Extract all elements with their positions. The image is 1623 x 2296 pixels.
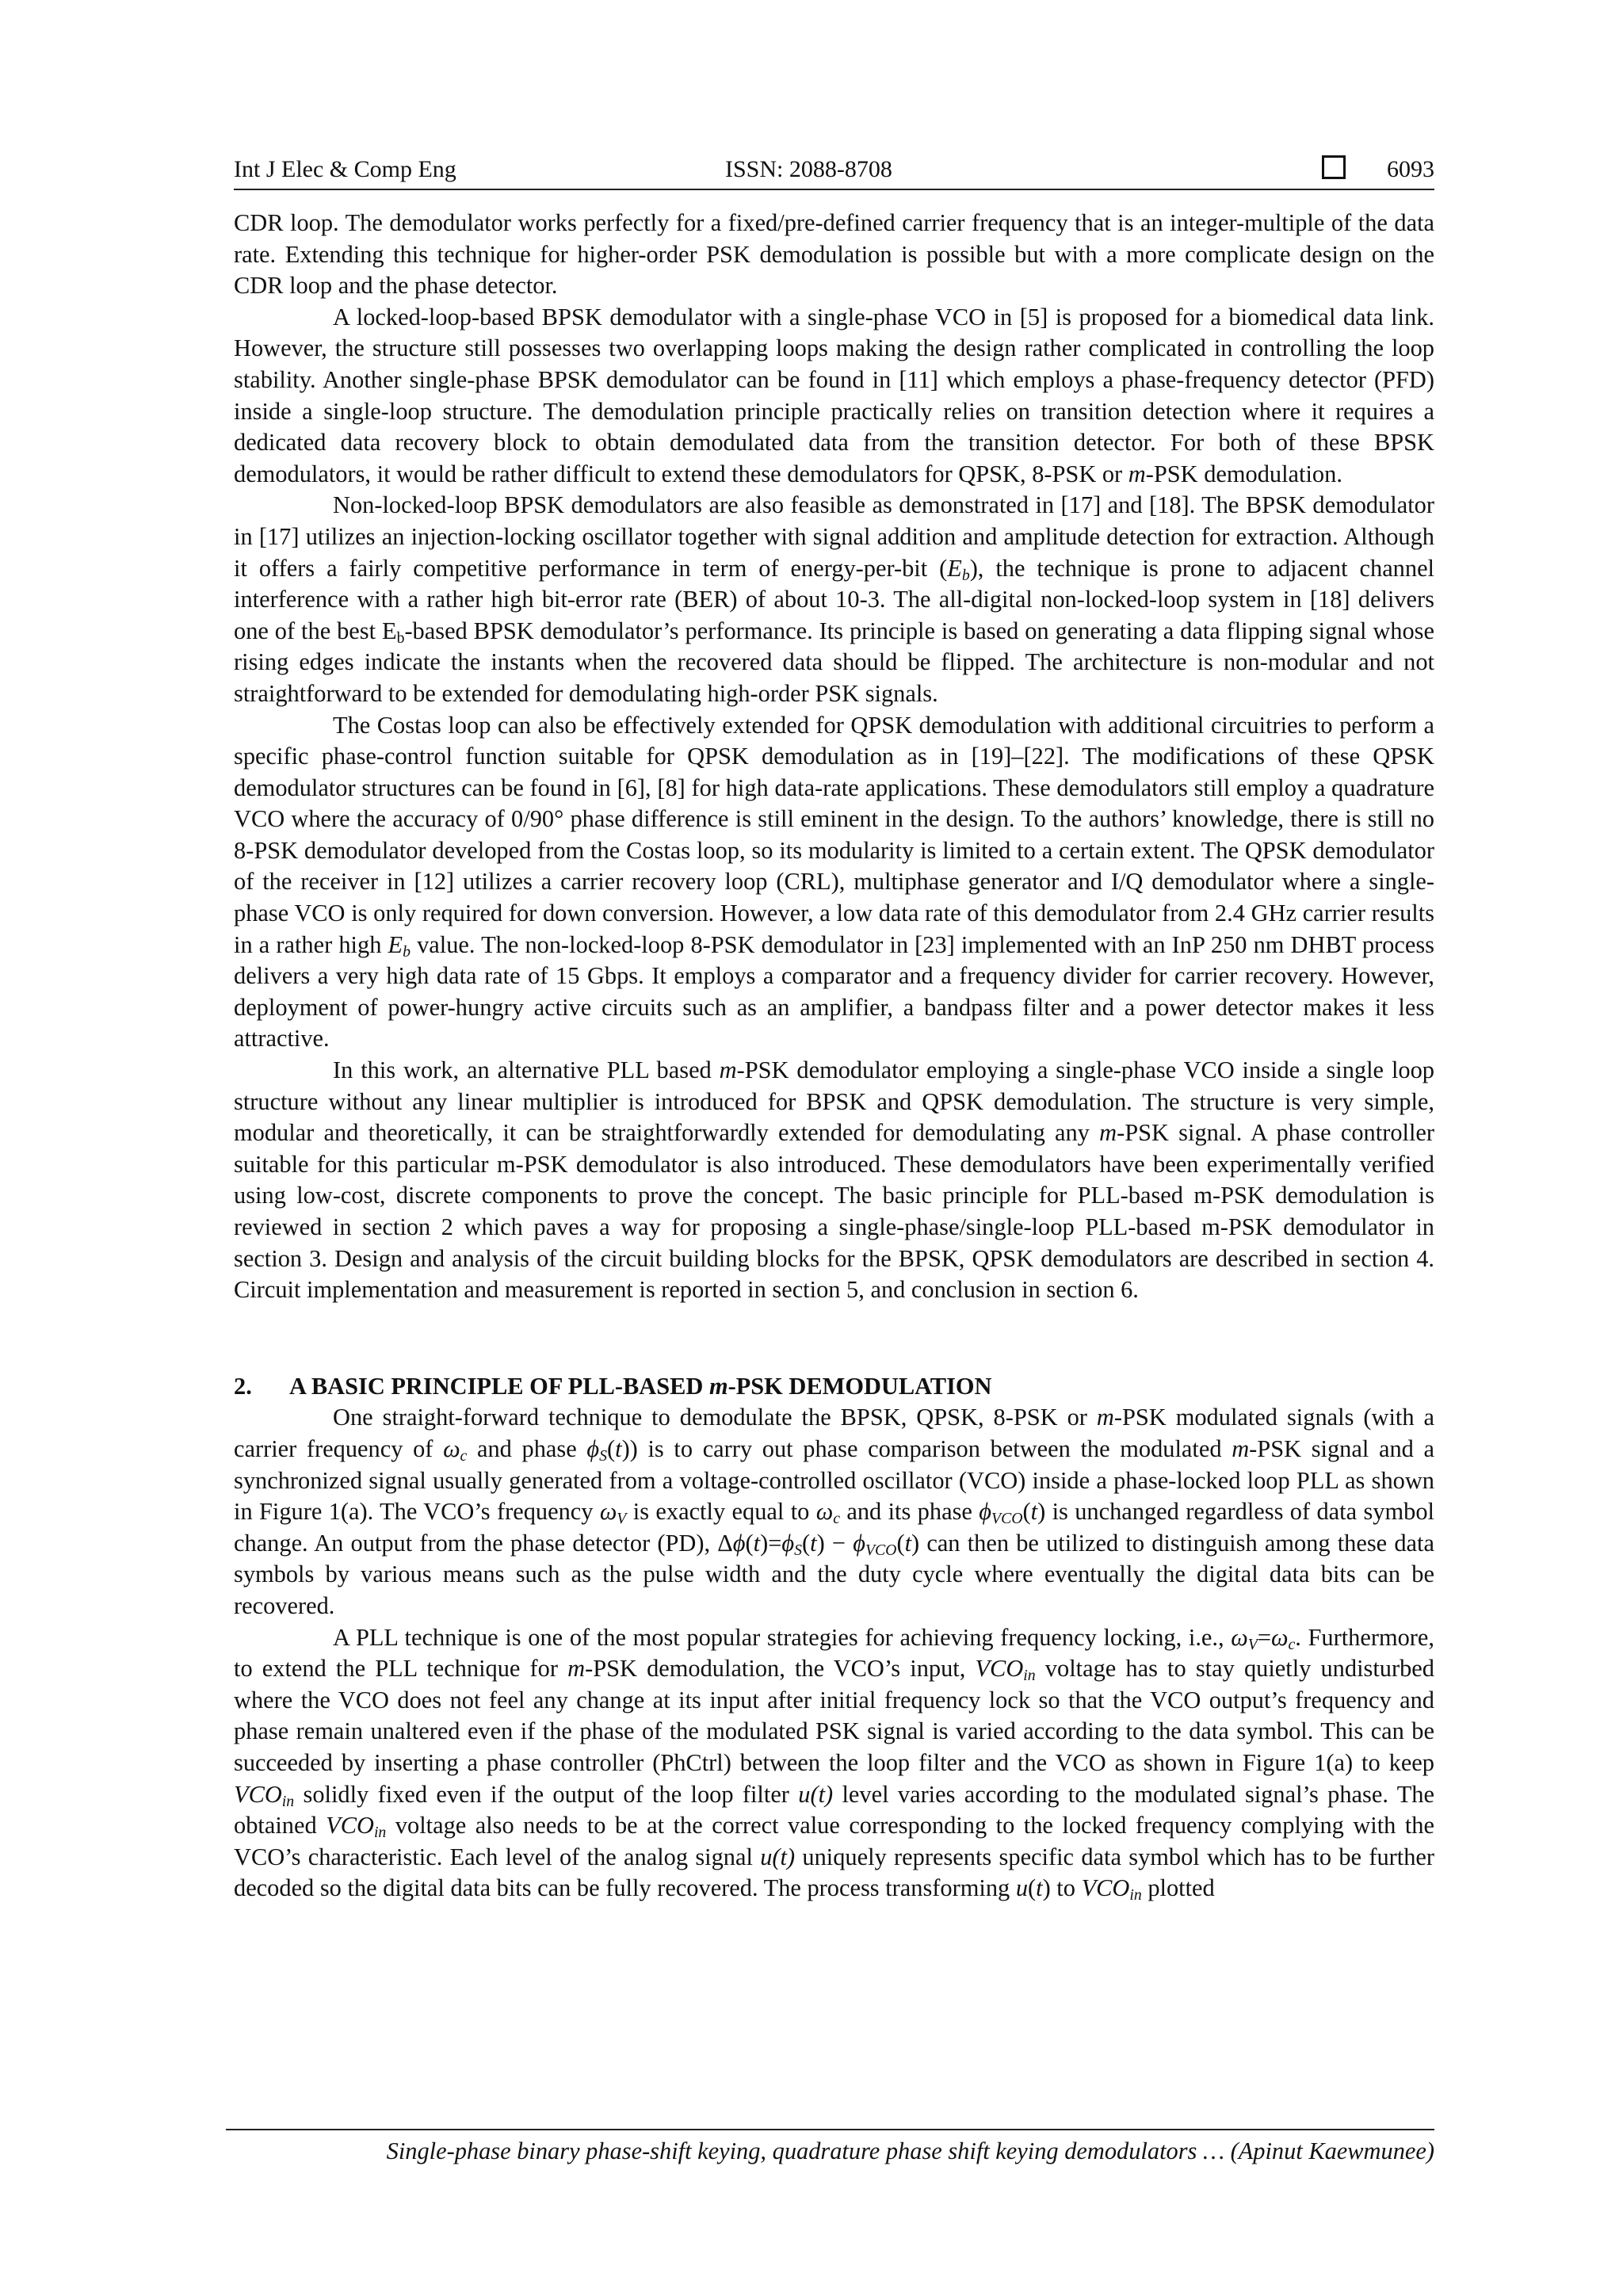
paragraph: A locked-loop-based BPSK demodulator with a single-phase VCO in [5] is proposed for a biomedical data link. However, the structure still possesses two overlapping loops making the design rather complicated in controlling the loop stability. Another single-phase BPSK demodulator can be found in [11] which employs a phase-frequency detector (PFD) inside a single-loop structure. The demodulation principle practically relies on transition detection where it requires a dedicated data recovery block to obtain demodulated data from the transition detector. For both of these BPSK demodulators, it would be rather difficult to extend these demodulators for QPSK, 8-PSK or m-PSK demodulation. — [234, 303, 1434, 487]
paragraph: The Costas loop can also be effectively extended for QPSK demodulation with additional circuitries to perform a specific phase-control function suitable for QPSK demodulation as in [19]–[22]. The modifications of these QPSK demodulator structures can be found in [6], [8] for high data-rate applications. These demodulators still employ a quadrature VCO where the accuracy of 0/90° phase difference is still eminent in the design. To the authors’ knowledge, there is still no 8-PSK demodulator developed from the Costas loop, so its modularity is limited to a certain extent. The QPSK demodulator of the receiver in [12] utilizes a carrier recovery loop (CRL), multiphase generator and I/Q demodulator where a single-phase VCO is only required for down conversion. However, a low data rate of this demodulator from 2.4 GHz carrier results in a rather high $E_b$ value. The non-locked-loop 8-PSK demodulator in [23] implemented with an InP 250 nm DHBT process delivers a very high data rate of 15 Gbps. It employs a comparator and a frequency divider for carrier recovery. However, deployment of power-hungry active circuits such as an amplifier, a bandpass filter and a power detector makes it less attractive. — [234, 711, 1435, 1052]
intro-paragraphs — [234, 208, 1434, 1306]
page — [234, 151, 1434, 1904]
section-number: 2. — [234, 1372, 252, 1400]
page-header — [234, 151, 1434, 190]
section-heading — [234, 1371, 1434, 1403]
body-text — [234, 208, 1434, 1904]
paragraph: One straight-forward technique to demodulate the BPSK, QPSK, 8-PSK or m-PSK modulated signals (with a carrier frequency of $\omega_c$ and phase $\phi_S(t)$) is to carry out phase comparison between the modulated m-PSK signal and a synchronized signal usually generated from a voltage-controlled oscillator (VCO) inside a phase-locked loop PLL as shown in Figure 1(a). The VCO’s frequency $\omega_V$ is exactly equal to $\omega_c$ and its phase $\phi_{VCO}(t)$ is unchanged regardless of data symbol change. An output from the phase detector (PD), $\Delta\phi(t)=\phi_S(t) - \phi_{VCO}(t)$ can then be utilized to distinguish among these data symbols by various means such as the pulse width and the duty cycle where eventually the digital data bits can be recovered. — [234, 1404, 1435, 1619]
page-number: 6093 — [1387, 156, 1434, 182]
checkbox-icon — [1322, 155, 1346, 179]
page-number-group — [1322, 151, 1434, 189]
journal-name: Int J Elec & Comp Eng — [234, 156, 456, 182]
page-footer — [226, 2129, 1434, 2167]
section-paragraphs — [234, 1402, 1434, 1904]
paragraph: CDR loop. The demodulator works perfectly for a fixed/pre-defined carrier frequency that is an integer-multiple of the data rate. Extending this technique for higher-order PSK demodulation is possible but with a more complicate design on the CDR loop and the phase detector. — [234, 209, 1434, 300]
paragraph: In this work, an alternative PLL based m-PSK demodulator employing a single-phase VCO inside a single loop structure without any linear multiplier is introduced for BPSK and QPSK demodulation. The structure is very simple, modular and theoretically, it can be straightforwardly extended for demodulating any m-PSK signal. A phase controller suitable for this particular m-PSK demodulator is also introduced. These demodulators have been experimentally verified using low-cost, discrete components to prove the concept. The basic principle for PLL-based m-PSK demodulation is reviewed in section 2 which paves a way for proposing a single-phase/single-loop PLL-based m-PSK demodulator in section 3. Design and analysis of the circuit building blocks for the BPSK, QPSK demodulators are described in section 4. Circuit implementation and measurement is reported in section 5, and conclusion in section 6. — [234, 1056, 1435, 1304]
paragraph: Non-locked-loop BPSK demodulators are also feasible as demonstrated in [17] and [18]. The BPSK demodulator in [17] utilizes an injection-locking oscillator together with signal addition and amplitude detection for extraction. Although it offers a fairly competitive performance in term of energy-per-bit $(E_b)$, the technique is prone to adjacent channel interference with a rather high bit-error rate (BER) of about 10-3. The all-digital non-locked-loop system in [18] delivers one of the best $E_b$-based BPSK demodulator’s performance. Its principle is based on generating a data flipping signal whose rising edges indicate the instants when the recovered data should be flipped. The architecture is non-modular and not straightforward to be extended for demodulating high-order PSK signals. — [234, 491, 1435, 707]
issn-label: ISSN: 2088-8708 — [725, 156, 892, 182]
paragraph: A PLL technique is one of the most popular strategies for achieving frequency locking, i.e., $\omega_V=\omega_c$. Furthermore, to extend the PLL technique for m-PSK demodulation, the VCO’s input, $VCO_{in}$ voltage has to stay quietly undisturbed where the VCO does not feel any change at its input after initial frequency lock so that the VCO output’s frequency and phase remain unaltered even if the phase of the modulated PSK signal is varied according to the data symbol. This can be succeeded by inserting a phase controller (PhCtrl) between the loop filter and the VCO as shown in Figure 1(a) to keep $VCO_{in}$ solidly fixed even if the output of the loop filter u(t) level varies according to the modulated signal’s phase. The obtained $VCO_{in}$ voltage also needs to be at the correct value corresponding to the locked frequency complying with the VCO’s characteristic. Each level of the analog signal u(t) uniquely represents specific data symbol which has to be further decoded so the digital data bits can be fully recovered. The process transforming u(t) to $VCO_{in}$ plotted — [234, 1623, 1435, 1904]
running-title: Single-phase binary phase-shift keying, quadrature phase shift keying demodulators … (Apinut Kaewmunee) — [386, 2137, 1434, 2164]
section-title: A BASIC PRINCIPLE OF PLL-BASED m-PSK DEMODULATION — [289, 1372, 992, 1400]
